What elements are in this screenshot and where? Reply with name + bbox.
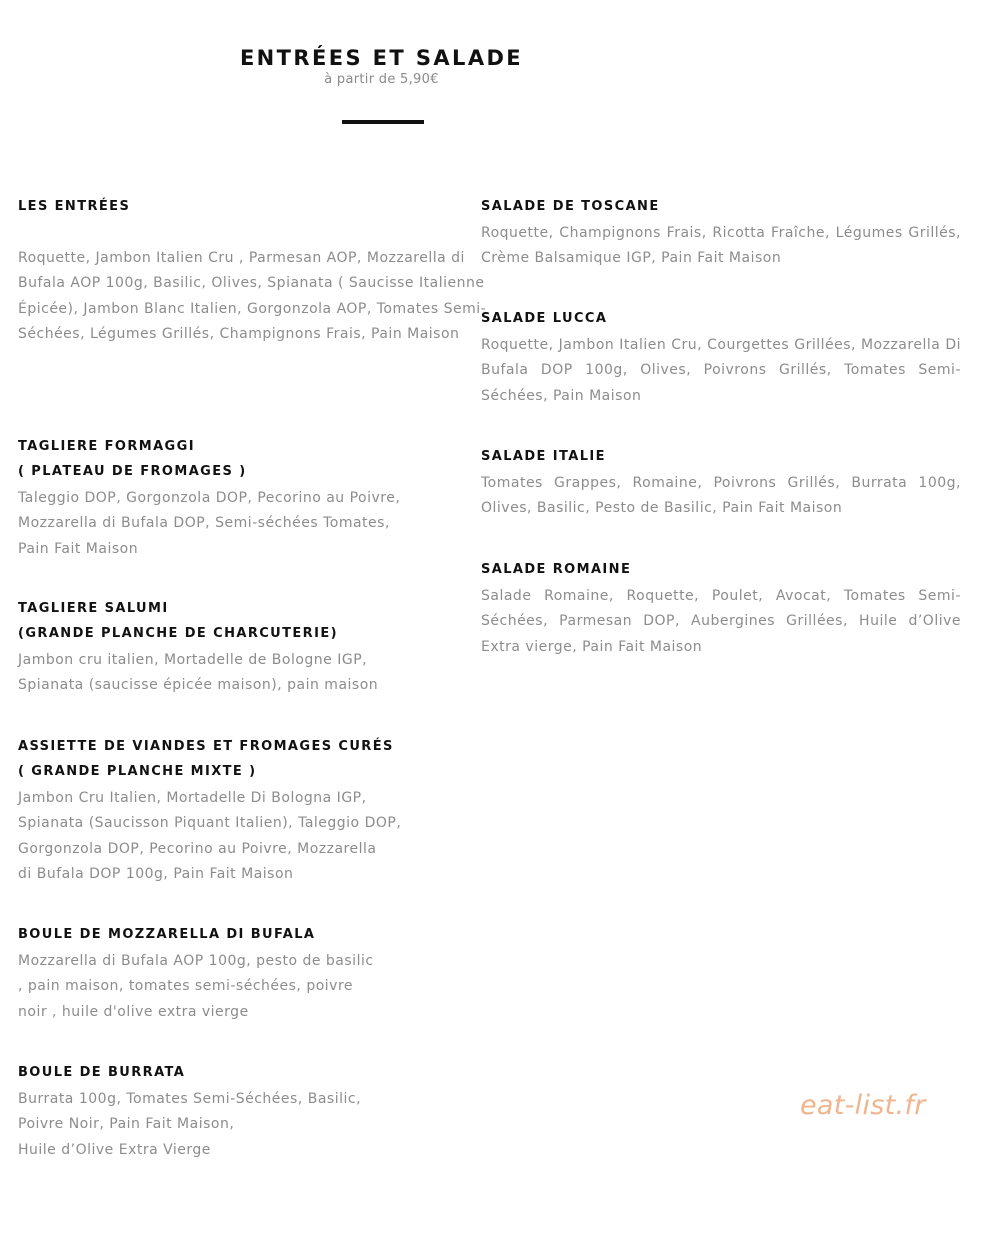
item-description: Burrata 100g, Tomates Semi-Séchées, Basilic, Poivre Noir, Pain Fait Maison, Huile d’Olive Extra Vierge — [18, 1091, 362, 1158]
title-divider — [342, 120, 424, 124]
item-tagliere-formaggi — [18, 434, 498, 562]
item-boule-mozzarella — [18, 922, 498, 1025]
menu-item-entrees — [18, 194, 498, 348]
watermark-text: eat-list.fr — [800, 1090, 926, 1121]
item-description: Salade Romaine, Roquette, Poulet, Avocat, Tomates Semi-Séchées, Parmesan DOP, Aubergines Grillées, Huile d’Olive Extra vierge, Pain Fait Maison — [481, 588, 961, 655]
price-subtitle: à partir de 5,90€ — [324, 72, 439, 87]
item-title: SALADE ROMAINE — [481, 562, 632, 577]
item-tagliere-salumi — [18, 596, 498, 699]
item-title: BOULE DE MOZZARELLA DI BUFALA — [18, 927, 316, 942]
left-column — [18, 194, 498, 348]
item-description: Roquette, Jambon Italien Cru, Courgettes Grillées, Mozzarella Di Bufala DOP 100g, Olives, Poivrons Grillés, Tomates Semi-Séchées, Pain Maison — [481, 337, 961, 404]
item-salade-italie — [481, 444, 961, 522]
item-description: Roquette, Champignons Frais, Ricotta Fraîche, Légumes Grillés, Crème Balsamique IGP, Pain Fait Maison — [481, 225, 961, 267]
item-assiette-mixte — [18, 734, 498, 888]
item-title: TAGLIERE FORMAGGI ( PLATEAU DE FROMAGES ) — [18, 439, 247, 479]
item-title: SALADE ITALIE — [481, 449, 606, 464]
item-salade-lucca — [481, 306, 961, 409]
item-title: SALADE LUCCA — [481, 311, 608, 326]
item-description: Mozzarella di Bufala AOP 100g, pesto de basilic , pain maison, tomates semi-séchées, poivre noir , huile d'olive extra vierge — [18, 953, 374, 1020]
item-salade-toscane — [481, 194, 961, 272]
menu-header — [0, 46, 763, 87]
item-boule-burrata — [18, 1060, 498, 1163]
item-title: BOULE DE BURRATA — [18, 1065, 186, 1080]
item-title: LES ENTRÉES — [18, 199, 131, 214]
item-description: Roquette, Jambon Italien Cru , Parmesan AOP, Mozzarella di Bufala AOP 100g, Basilic, Olives, Spianata ( Saucisse Italienne Épicée), Jambon Blanc Italien, Gorgonzola AOP, Tomates Semi-Séchées, Légumes Grillés, Champignons Frais, Pain Maison — [18, 250, 487, 343]
item-title: SALADE DE TOSCANE — [481, 199, 660, 214]
item-salade-romaine — [481, 557, 961, 660]
page-title: ENTRÉES ET SALADE — [239, 46, 524, 70]
item-description: Jambon Cru Italien, Mortadelle Di Bologna IGP, Spianata (Saucisson Piquant Italien), Taleggio DOP, Gorgonzola DOP, Pecorino au Poivre, Mozzarella di Bufala DOP 100g, Pain Fait Maison — [18, 790, 402, 883]
item-title: TAGLIERE SALUMI (GRANDE PLANCHE DE CHARCUTERIE) — [18, 601, 338, 641]
item-description: Taleggio DOP, Gorgonzola DOP, Pecorino au Poivre, Mozzarella di Bufala DOP, Semi-séchées Tomates, Pain Fait Maison — [18, 490, 401, 557]
item-description: Tomates Grappes, Romaine, Poivrons Grillés, Burrata 100g, Olives, Basilic, Pesto de Basilic, Pain Fait Maison — [481, 475, 961, 517]
item-description: Jambon cru italien, Mortadelle de Bologne IGP, Spianata (saucisse épicée maison), pain maison — [18, 652, 379, 694]
item-title: ASSIETTE DE VIANDES ET FROMAGES CURÉS ( GRANDE PLANCHE MIXTE ) — [18, 739, 394, 779]
